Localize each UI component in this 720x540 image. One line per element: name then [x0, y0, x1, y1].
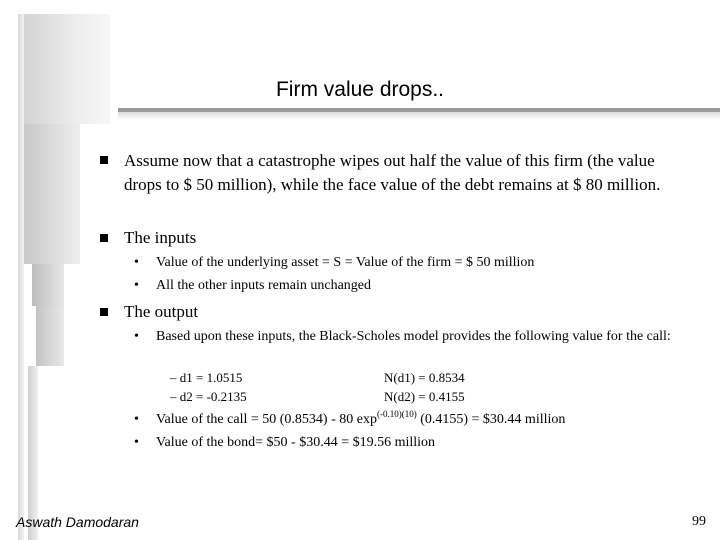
- call-value-text: Value of the call = 50 (0.8534) - 80 exp: [156, 412, 377, 427]
- dot-bullet-icon: •: [134, 435, 139, 450]
- decor-bar: [36, 306, 64, 366]
- call-value-exponent: (-0.10)(10): [376, 409, 417, 419]
- bullet-output: The output: [124, 302, 199, 321]
- call-value-result: (0.4155) = $30.44 million: [416, 412, 566, 427]
- dot-bullet-icon: •: [134, 278, 139, 293]
- n-d1-value: N(d1) = 0.8534: [384, 370, 465, 385]
- sub-bullet-black-scholes: Based upon these inputs, the Black-Scholes model provides the following value for the call:: [156, 329, 671, 344]
- call-value-line: [156, 411, 565, 429]
- bullet-inputs: The inputs: [124, 228, 197, 247]
- dot-bullet-icon: •: [134, 412, 139, 427]
- decor-bar: [24, 124, 80, 264]
- d2-value: – d2 = -0.2135: [170, 389, 247, 404]
- dot-bullet-icon: •: [134, 329, 139, 344]
- decor-bar: [18, 14, 24, 540]
- square-bullet-icon: [100, 156, 108, 164]
- footer-author: Aswath Damodaran: [16, 514, 139, 530]
- slide-title: Firm value drops..: [275, 78, 445, 101]
- bond-value-line: Value of the bond= $50 - $30.44 = $19.56 million: [156, 435, 436, 450]
- decor-bar: [32, 264, 64, 306]
- square-bullet-icon: [100, 234, 108, 242]
- title-underline-shadow: [118, 112, 720, 120]
- bullet-assumption: Assume now that a catastrophe wipes out half the value of this firm (the value drops to $ 50 million), while the face value of the debt remains at $ 80 million.: [124, 151, 661, 194]
- d1-value: – d1 = 1.0515: [170, 370, 243, 385]
- page-number: 99: [692, 514, 706, 529]
- square-bullet-icon: [100, 308, 108, 316]
- sub-bullet-other-inputs: All the other inputs remain unchanged: [156, 278, 371, 293]
- decor-bar: [18, 14, 110, 124]
- n-d2-value: N(d2) = 0.4155: [384, 389, 465, 404]
- dot-bullet-icon: •: [134, 255, 139, 270]
- sub-bullet-underlying-asset: Value of the underlying asset = S = Value of the firm = $ 50 million: [156, 255, 535, 270]
